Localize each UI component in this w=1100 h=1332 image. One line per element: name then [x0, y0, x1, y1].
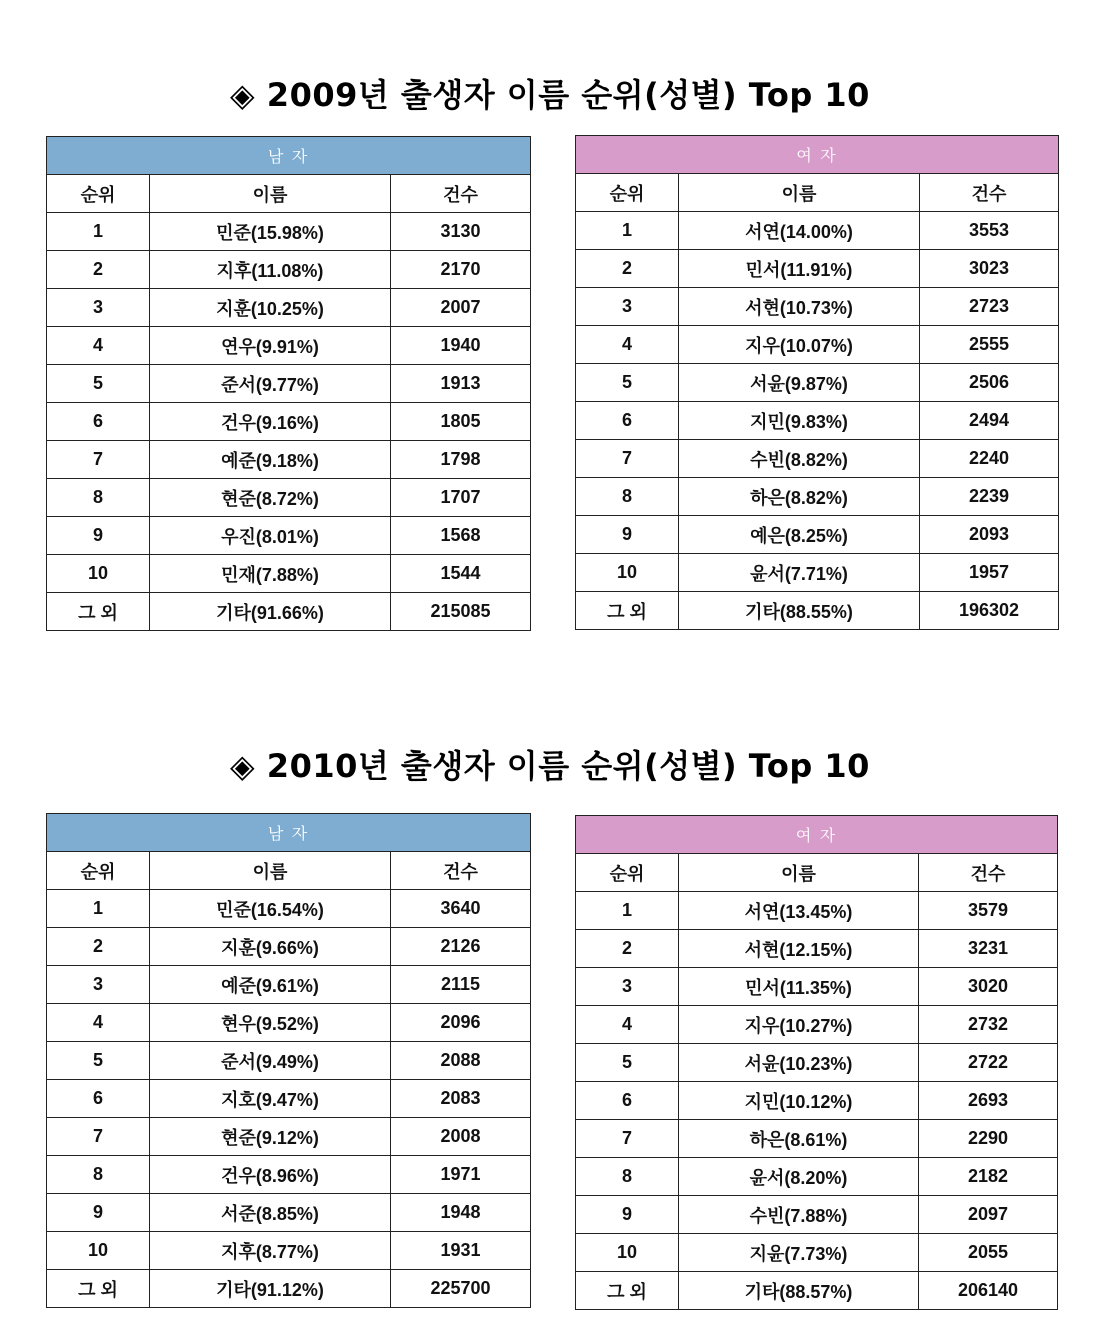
rank-cell: 5 — [47, 1042, 150, 1080]
rank-cell: 7 — [576, 440, 679, 478]
table-row — [47, 517, 531, 555]
count-cell: 2693 — [919, 1082, 1058, 1120]
table-row — [576, 212, 1059, 250]
rank-cell: 10 — [47, 555, 150, 593]
rank-cell: 3 — [47, 289, 150, 327]
table-row — [576, 326, 1059, 364]
table-row — [576, 1272, 1058, 1310]
name-cell: 서현(10.73%) — [679, 288, 920, 326]
table-row — [576, 968, 1058, 1006]
table-row — [47, 289, 531, 327]
rank-cell: 5 — [576, 1044, 679, 1082]
table-row — [47, 213, 531, 251]
rank-cell: 5 — [576, 364, 679, 402]
rank-cell: 2 — [576, 930, 679, 968]
name-cell: 서윤(9.87%) — [679, 364, 920, 402]
table-row — [576, 250, 1059, 288]
count-cell: 1931 — [391, 1232, 531, 1270]
rank-cell: 1 — [47, 890, 150, 928]
count-column-header: 건수 — [391, 175, 531, 213]
rank-cell: 6 — [47, 403, 150, 441]
name-cell: 지우(10.07%) — [679, 326, 920, 364]
table-row — [576, 364, 1059, 402]
column-header-row — [47, 852, 531, 890]
rank-cell: 6 — [576, 1082, 679, 1120]
count-cell: 2097 — [919, 1196, 1058, 1234]
table-row — [576, 1196, 1058, 1234]
name-cell: 연우(9.91%) — [150, 327, 391, 365]
table-row — [47, 251, 531, 289]
rank-cell: 6 — [576, 402, 679, 440]
name-cell: 준서(9.49%) — [150, 1042, 391, 1080]
name-column-header: 이름 — [150, 175, 391, 213]
count-cell: 1568 — [391, 517, 531, 555]
name-cell: 하은(8.61%) — [679, 1120, 919, 1158]
female-header: 여 자 — [576, 136, 1059, 174]
table-row — [47, 555, 531, 593]
name-cell: 현우(9.52%) — [150, 1004, 391, 1042]
rank-cell: 9 — [576, 1196, 679, 1234]
table-row — [47, 928, 531, 966]
name-cell: 수빈(7.88%) — [679, 1196, 919, 1234]
count-cell: 3231 — [919, 930, 1058, 968]
name-cell: 수빈(8.82%) — [679, 440, 920, 478]
name-cell: 예은(8.25%) — [679, 516, 920, 554]
rank-cell: 그 외 — [47, 593, 150, 631]
name-cell: 지훈(10.25%) — [150, 289, 391, 327]
section-title-2009: ◈ 2009년 출생자 이름 순위(성별) Top 10 — [230, 76, 870, 114]
rank-cell: 8 — [576, 1158, 679, 1196]
name-cell: 민재(7.88%) — [150, 555, 391, 593]
female-header: 여 자 — [576, 816, 1058, 854]
rank-cell: 1 — [47, 213, 150, 251]
table-row — [47, 1042, 531, 1080]
count-cell: 2240 — [920, 440, 1059, 478]
count-cell: 2008 — [391, 1118, 531, 1156]
count-cell: 2115 — [391, 966, 531, 1004]
table-row — [576, 554, 1059, 592]
rank-cell: 2 — [47, 928, 150, 966]
table-row — [47, 441, 531, 479]
table-row — [47, 1232, 531, 1270]
name-cell: 서현(12.15%) — [679, 930, 919, 968]
name-cell: 지민(10.12%) — [679, 1082, 919, 1120]
rank-cell: 1 — [576, 892, 679, 930]
count-cell: 2732 — [919, 1006, 1058, 1044]
name-cell: 민준(16.54%) — [150, 890, 391, 928]
rank-cell: 3 — [576, 288, 679, 326]
table-row — [47, 479, 531, 517]
rank-cell: 4 — [576, 326, 679, 364]
rank-cell: 8 — [47, 479, 150, 517]
count-cell: 196302 — [920, 592, 1059, 630]
rank-cell: 4 — [47, 1004, 150, 1042]
table-row — [576, 592, 1059, 630]
rank-cell: 3 — [47, 966, 150, 1004]
name-cell: 예준(9.61%) — [150, 966, 391, 1004]
count-column-header: 건수 — [391, 852, 531, 890]
table-row — [576, 1234, 1058, 1272]
count-cell: 3579 — [919, 892, 1058, 930]
count-cell: 2722 — [919, 1044, 1058, 1082]
count-cell: 1913 — [391, 365, 531, 403]
female-table-2010 — [575, 815, 1058, 1310]
count-cell: 2555 — [920, 326, 1059, 364]
rank-cell: 4 — [576, 1006, 679, 1044]
rank-cell: 5 — [47, 365, 150, 403]
name-cell: 윤서(8.20%) — [679, 1158, 919, 1196]
count-cell: 215085 — [391, 593, 531, 631]
name-cell: 현준(9.12%) — [150, 1118, 391, 1156]
table-row — [576, 1082, 1058, 1120]
rank-column-header: 순위 — [47, 852, 150, 890]
count-cell: 2239 — [920, 478, 1059, 516]
table-row — [576, 892, 1058, 930]
name-column-header: 이름 — [679, 174, 920, 212]
count-cell: 1707 — [391, 479, 531, 517]
name-cell: 지호(9.47%) — [150, 1080, 391, 1118]
name-cell: 민서(11.35%) — [679, 968, 919, 1006]
name-cell: 서준(8.85%) — [150, 1194, 391, 1232]
table-row — [47, 890, 531, 928]
table-row — [576, 288, 1059, 326]
name-cell: 건우(8.96%) — [150, 1156, 391, 1194]
count-cell: 2055 — [919, 1234, 1058, 1272]
name-cell: 서연(14.00%) — [679, 212, 920, 250]
table-row — [576, 1120, 1058, 1158]
column-header-row — [47, 175, 531, 213]
table-row — [47, 1118, 531, 1156]
name-cell: 하은(8.82%) — [679, 478, 920, 516]
count-cell: 2290 — [919, 1120, 1058, 1158]
table-row — [47, 1004, 531, 1042]
name-cell: 건우(9.16%) — [150, 403, 391, 441]
name-cell: 준서(9.77%) — [150, 365, 391, 403]
name-cell: 기타(88.55%) — [679, 592, 920, 630]
column-header-row — [576, 854, 1058, 892]
table-row — [47, 966, 531, 1004]
name-cell: 지후(11.08%) — [150, 251, 391, 289]
count-cell: 206140 — [919, 1272, 1058, 1310]
count-cell: 2093 — [920, 516, 1059, 554]
count-cell: 1971 — [391, 1156, 531, 1194]
rank-cell: 2 — [576, 250, 679, 288]
table-row — [47, 1080, 531, 1118]
rank-cell: 그 외 — [47, 1270, 150, 1308]
column-header-row — [576, 174, 1059, 212]
table-row — [47, 593, 531, 631]
count-cell: 1957 — [920, 554, 1059, 592]
table-row — [47, 1156, 531, 1194]
female-table-2009 — [575, 135, 1059, 630]
name-column-header: 이름 — [150, 852, 391, 890]
rank-cell: 6 — [47, 1080, 150, 1118]
table-row — [47, 1194, 531, 1232]
rank-cell: 7 — [576, 1120, 679, 1158]
table-row — [47, 365, 531, 403]
count-cell: 2007 — [391, 289, 531, 327]
rank-cell: 10 — [47, 1232, 150, 1270]
table-row — [47, 1270, 531, 1308]
rank-cell: 그 외 — [576, 592, 679, 630]
name-cell: 기타(91.66%) — [150, 593, 391, 631]
name-cell: 지후(8.77%) — [150, 1232, 391, 1270]
rank-cell: 8 — [576, 478, 679, 516]
rank-cell: 9 — [47, 1194, 150, 1232]
name-cell: 서윤(10.23%) — [679, 1044, 919, 1082]
table-row — [576, 1158, 1058, 1196]
rank-cell: 10 — [576, 554, 679, 592]
table-row — [576, 402, 1059, 440]
count-cell: 1948 — [391, 1194, 531, 1232]
table-row — [47, 403, 531, 441]
name-cell: 예준(9.18%) — [150, 441, 391, 479]
rank-cell: 그 외 — [576, 1272, 679, 1310]
table-row — [576, 1006, 1058, 1044]
name-cell: 지윤(7.73%) — [679, 1234, 919, 1272]
name-cell: 민서(11.91%) — [679, 250, 920, 288]
rank-column-header: 순위 — [47, 175, 150, 213]
count-cell: 2096 — [391, 1004, 531, 1042]
rank-cell: 4 — [47, 327, 150, 365]
count-cell: 2182 — [919, 1158, 1058, 1196]
count-cell: 1544 — [391, 555, 531, 593]
table-row — [576, 1044, 1058, 1082]
count-cell: 2723 — [920, 288, 1059, 326]
table-row — [576, 440, 1059, 478]
table-row — [47, 327, 531, 365]
count-cell: 1940 — [391, 327, 531, 365]
count-cell: 3130 — [391, 213, 531, 251]
rank-cell: 3 — [576, 968, 679, 1006]
male-header: 남 자 — [47, 814, 531, 852]
count-cell: 3020 — [919, 968, 1058, 1006]
count-cell: 2088 — [391, 1042, 531, 1080]
table-row — [576, 930, 1058, 968]
name-cell: 지민(9.83%) — [679, 402, 920, 440]
section-title-2010: ◈ 2010년 출생자 이름 순위(성별) Top 10 — [230, 747, 870, 785]
count-cell: 2494 — [920, 402, 1059, 440]
name-cell: 지우(10.27%) — [679, 1006, 919, 1044]
count-cell: 3553 — [920, 212, 1059, 250]
name-cell: 민준(15.98%) — [150, 213, 391, 251]
count-cell: 1805 — [391, 403, 531, 441]
count-column-header: 건수 — [919, 854, 1058, 892]
name-cell: 지훈(9.66%) — [150, 928, 391, 966]
count-cell: 3023 — [920, 250, 1059, 288]
male-table-2009 — [46, 136, 531, 631]
count-cell: 1798 — [391, 441, 531, 479]
name-column-header: 이름 — [679, 854, 919, 892]
name-cell: 기타(91.12%) — [150, 1270, 391, 1308]
count-cell: 225700 — [391, 1270, 531, 1308]
name-cell: 윤서(7.71%) — [679, 554, 920, 592]
rank-cell: 7 — [47, 441, 150, 479]
rank-cell: 1 — [576, 212, 679, 250]
male-header: 남 자 — [47, 137, 531, 175]
table-row — [576, 478, 1059, 516]
count-cell: 2083 — [391, 1080, 531, 1118]
rank-cell: 9 — [47, 517, 150, 555]
count-cell: 2506 — [920, 364, 1059, 402]
rank-cell: 2 — [47, 251, 150, 289]
name-cell: 서연(13.45%) — [679, 892, 919, 930]
count-cell: 3640 — [391, 890, 531, 928]
male-table-2010 — [46, 813, 531, 1308]
rank-cell: 9 — [576, 516, 679, 554]
rank-column-header: 순위 — [576, 854, 679, 892]
count-cell: 2126 — [391, 928, 531, 966]
name-cell: 현준(8.72%) — [150, 479, 391, 517]
table-row — [576, 516, 1059, 554]
count-cell: 2170 — [391, 251, 531, 289]
rank-column-header: 순위 — [576, 174, 679, 212]
count-column-header: 건수 — [920, 174, 1059, 212]
rank-cell: 7 — [47, 1118, 150, 1156]
rank-cell: 10 — [576, 1234, 679, 1272]
rank-cell: 8 — [47, 1156, 150, 1194]
name-cell: 기타(88.57%) — [679, 1272, 919, 1310]
name-cell: 우진(8.01%) — [150, 517, 391, 555]
